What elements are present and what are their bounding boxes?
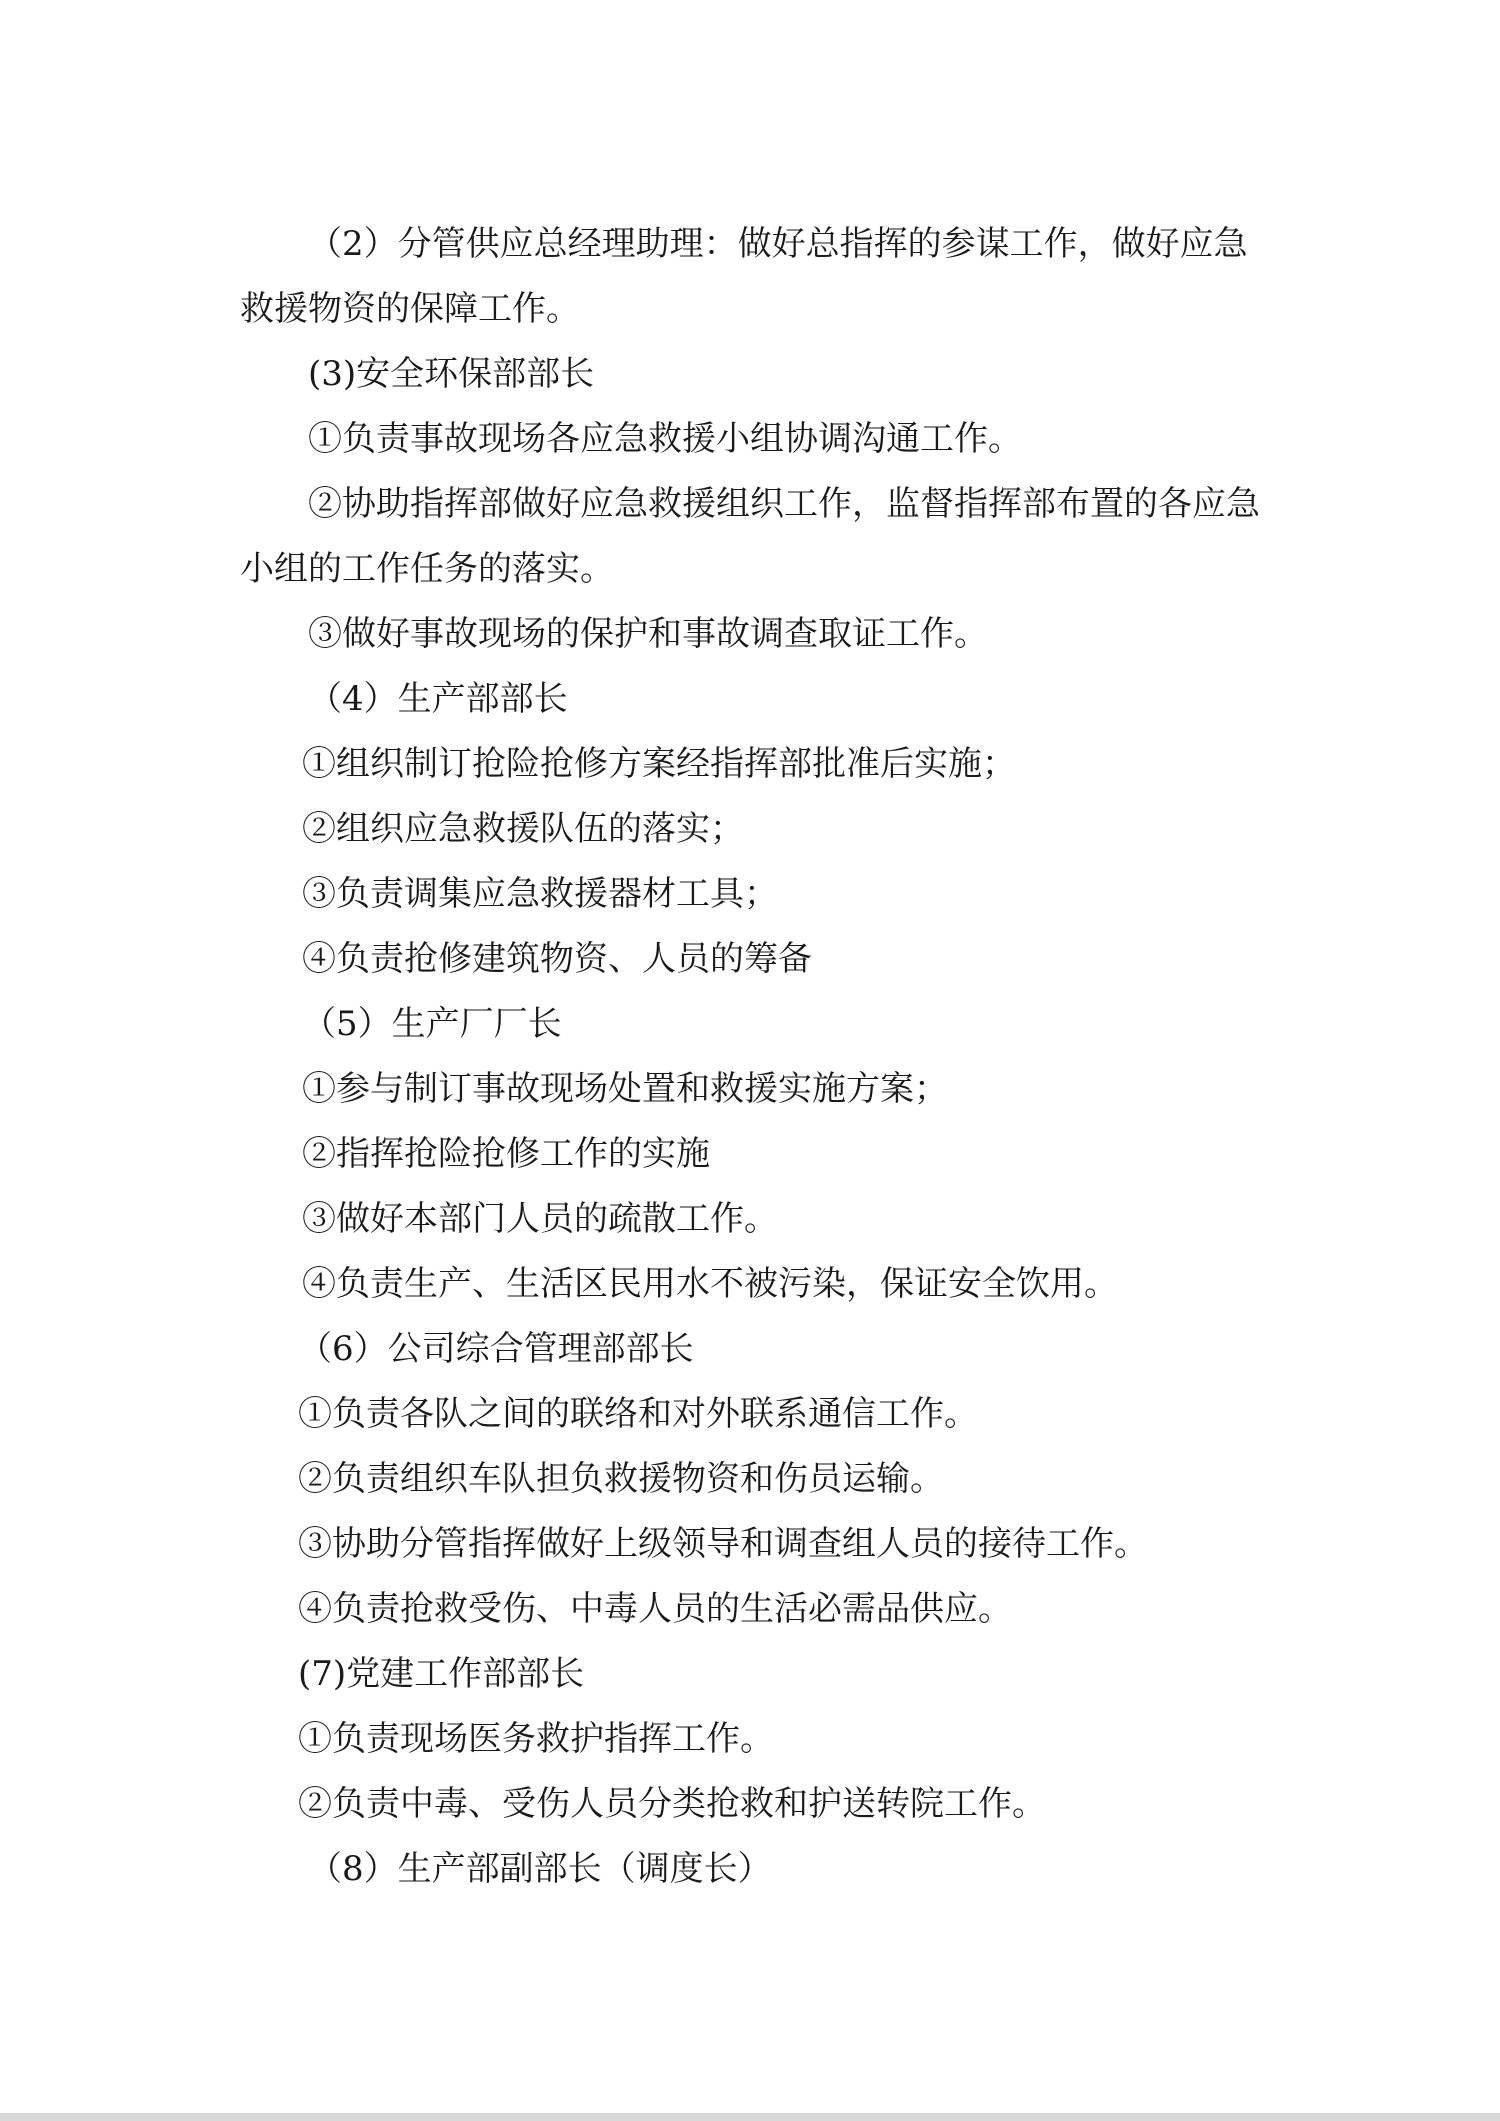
list-item: ①负责现场医务救护指挥工作。 xyxy=(298,1719,774,1759)
heading-8-deputy-production: （8）生产部副部长（调度长） xyxy=(308,1849,772,1889)
heading-4-production-dept: （4）生产部部长 xyxy=(308,679,568,719)
list-item: ③协助分管指挥做好上级领导和调查组人员的接待工作。 xyxy=(298,1524,1148,1564)
document-body xyxy=(240,212,1270,1902)
list-item: ③做好本部门人员的疏散工作。 xyxy=(302,1199,778,1239)
list-item: ①组织制订抢险抢修方案经指挥部批准后实施； xyxy=(302,744,1016,784)
list-item: ④负责生产、生活区民用水不被污染，保证安全饮用。 xyxy=(302,1264,1118,1304)
list-item: ①负责各队之间的联络和对外联系通信工作。 xyxy=(298,1394,978,1434)
scan-edge xyxy=(0,2113,1500,2121)
list-item: ②指挥抢险抢修工作的实施 xyxy=(302,1134,710,1174)
list-item: ②负责组织车队担负救援物资和伤员运输。 xyxy=(298,1459,944,1499)
list-item: ②负责中毒、受伤人员分类抢救和护送转院工作。 xyxy=(298,1784,1046,1824)
heading-3-safety-dept: (3)安全环保部部长 xyxy=(308,354,595,394)
list-item: ③负责调集应急救援器材工具； xyxy=(302,874,778,914)
paragraph-2-supply-assistant: （2）分管供应总经理助理：做好总指挥的参谋工作，做好应急救援物资的保障工作。 xyxy=(240,224,1248,329)
list-item: ①负责事故现场各应急救援小组协调沟通工作。 xyxy=(308,419,1022,459)
list-item: ③做好事故现场的保护和事故调查取证工作。 xyxy=(308,614,988,654)
heading-6-admin-dept: （6）公司综合管理部部长 xyxy=(298,1329,694,1369)
heading-7-party-dept: (7)党建工作部部长 xyxy=(298,1654,585,1694)
list-item: ①参与制订事故现场处置和救援实施方案； xyxy=(302,1069,948,1109)
heading-5-factory-director: （5）生产厂厂长 xyxy=(302,1004,562,1044)
list-item: ②组织应急救援队伍的落实； xyxy=(302,809,744,849)
list-item: ②协助指挥部做好应急救援组织工作，监督指挥部布置的各应急小组的工作任务的落实。 xyxy=(240,484,1260,589)
list-item: ④负责抢修建筑物资、人员的筹备 xyxy=(302,939,812,979)
list-item: ④负责抢救受伤、中毒人员的生活必需品供应。 xyxy=(298,1589,1012,1629)
